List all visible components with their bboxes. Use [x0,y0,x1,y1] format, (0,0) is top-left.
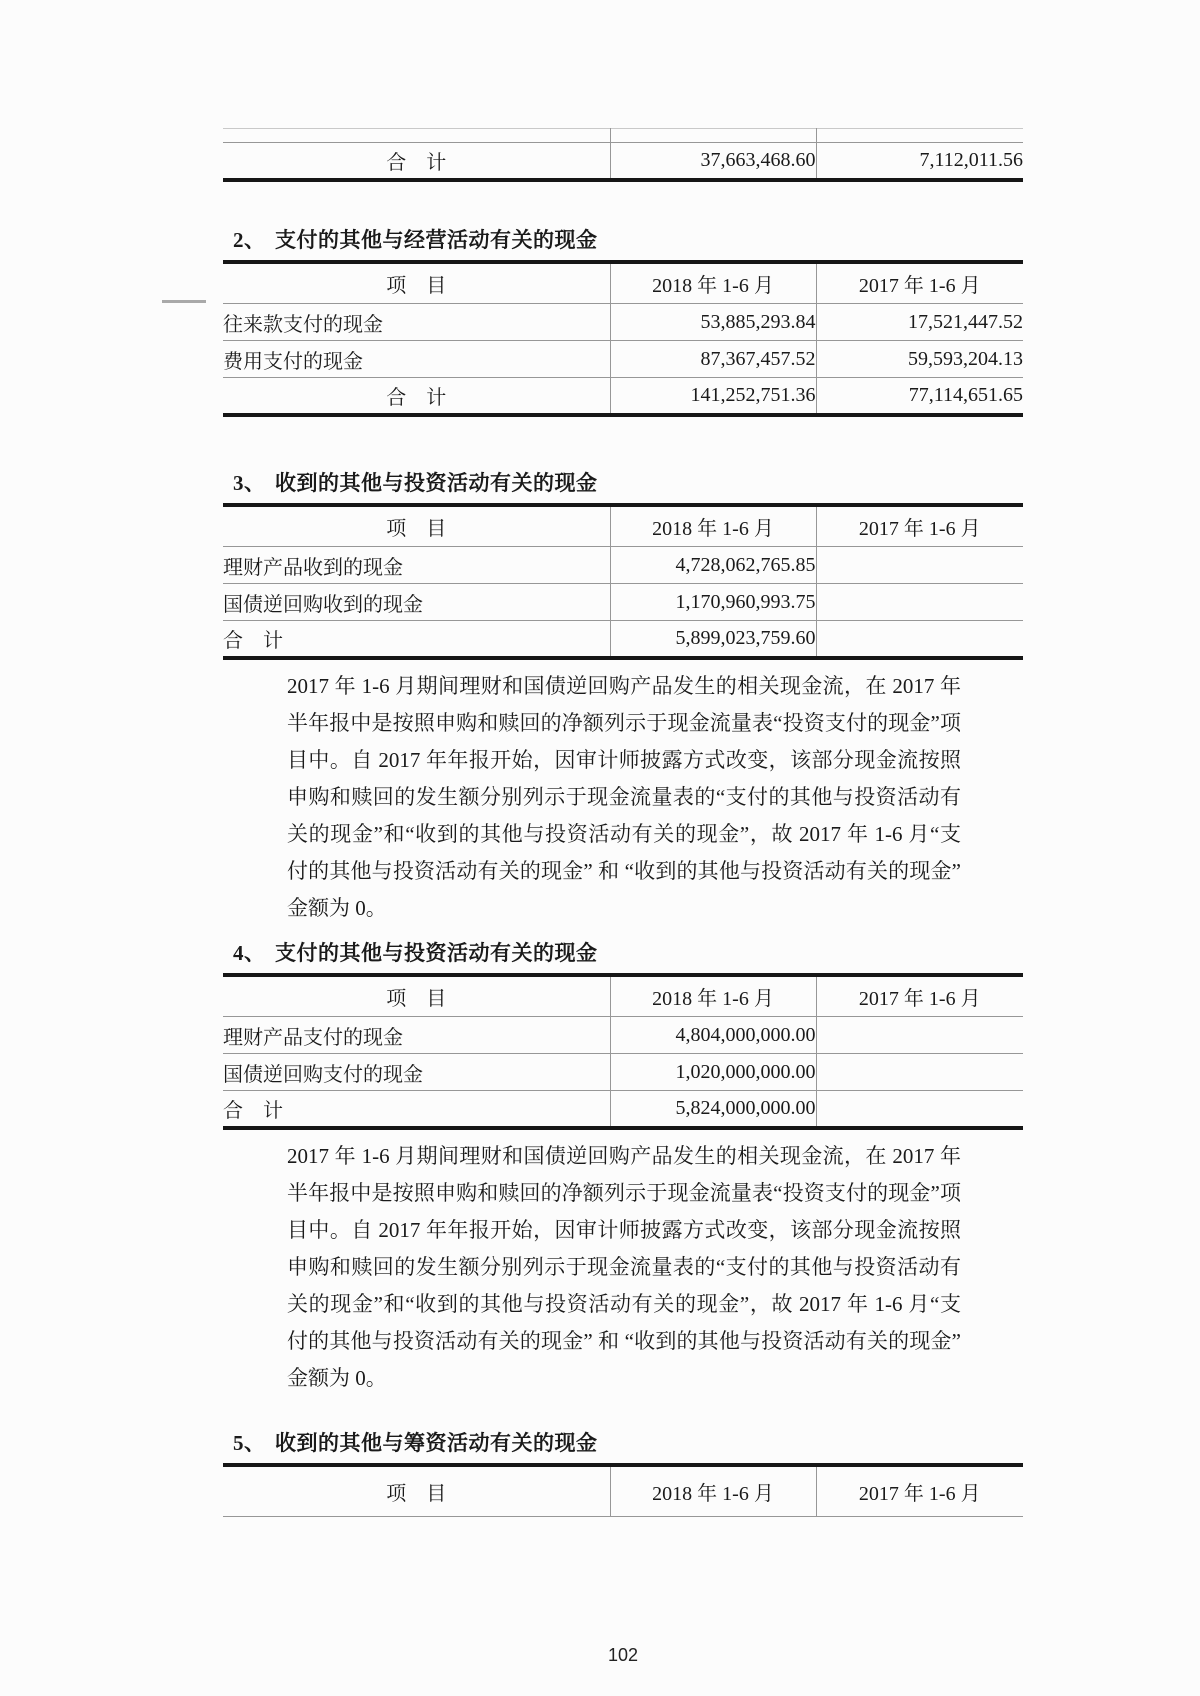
table-header-row [223,1465,1023,1517]
section-4-table [223,973,1023,1130]
table-total-row [223,621,1023,658]
section-title: 收到的其他与筹资活动有关的现金 [275,1430,598,1455]
section-3-table [223,503,1023,660]
total-value-2017: 7,112,011.56 [919,148,1023,171]
row-label: 费用支付的现金 [223,341,610,378]
header-item: 项 目 [223,505,610,547]
table-row [223,1054,1023,1091]
row-label: 往来款支付的现金 [223,304,610,341]
header-2017: 2017 年 1-6 月 [858,987,981,1010]
section-title: 收到的其他与投资活动有关的现金 [275,470,598,495]
section-number: 5、 [233,1430,266,1455]
empty-cell [223,129,610,143]
page-content [223,0,1023,1666]
section-2-table [223,260,1023,417]
section-number: 3、 [233,470,266,495]
carryover-total-table [223,128,1023,182]
row-value-2017 [816,1054,1023,1091]
row-value-2018: 1,020,000,000.00 [610,1054,816,1091]
row-value-2018: 4,728,062,765.85 [610,547,816,584]
row-value-2017 [816,1017,1023,1054]
table-total-row [223,378,1023,415]
total-value-2018: 5,824,000,000.00 [610,1091,816,1128]
header-item: 项 目 [223,262,610,304]
total-label: 合 计 [223,1091,610,1128]
section-title: 支付的其他与投资活动有关的现金 [275,940,598,965]
row-value-2017 [816,584,1023,621]
table-header-row [223,262,1023,304]
total-label: 合 计 [223,378,610,415]
total-value-2017 [816,621,1023,658]
section-3-heading [223,467,1023,497]
row-label: 理财产品收到的现金 [223,547,610,584]
total-value-2018: 37,663,468.60 [610,143,816,180]
margin-change-mark [162,300,206,303]
total-label: 合 计 [223,621,610,658]
row-value-2017: 59,593,204.13 [908,347,1023,370]
header-2017: 2017 年 1-6 月 [858,1482,981,1505]
total-value-2018: 141,252,751.36 [610,378,816,415]
table-row [223,304,1023,341]
header-item: 项 目 [223,1465,610,1517]
section-5-table [223,1463,1023,1518]
section-number: 4、 [233,940,266,965]
row-label: 国债逆回购支付的现金 [223,1054,610,1091]
section-number: 2、 [233,227,266,252]
header-2018: 2018 年 1-6 月 [610,262,816,304]
row-value-2018: 87,367,457.52 [610,341,816,378]
header-2018: 2018 年 1-6 月 [610,975,816,1017]
page-number: 102 [607,1645,639,1665]
section-5-heading [223,1427,1023,1457]
row-value-2017 [816,547,1023,584]
header-2017: 2017 年 1-6 月 [858,517,981,540]
table-header-row [223,975,1023,1017]
row-value-2018: 53,885,293.84 [610,304,816,341]
row-label: 理财产品支付的现金 [223,1017,610,1054]
total-value-2017 [816,1091,1023,1128]
row-value-2017: 17,521,447.52 [908,310,1023,333]
header-2018: 2018 年 1-6 月 [610,505,816,547]
table-row [223,547,1023,584]
table-row [223,584,1023,621]
row-value-2018: 4,804,000,000.00 [610,1017,816,1054]
total-value-2017: 77,114,651.65 [908,383,1023,406]
table-total-row [223,1091,1023,1128]
table-total-row [223,143,1023,180]
section-4-note: 2017 年 1-6 月期间理财和国债逆回购产品发生的相关现金流，在 2017 年半年报中是按照申购和赎回的净额列示于现金流量表“投资支付的现金”项目中。自 2017 年年报开始，因审计师披露方式改变，该部分现金流按照申购和赎回的发生额分别列示于现金流量表的“支付的其他与投资活动有关的现金”和“收到的其他与投资活动有关的现金”，故 2017 年 1-6 月“支付的其他与投资活动有关的现金” 和 “收到的其他与投资活动有关的现金” 金额为 0。 [287,1143,961,1390]
header-item: 项 目 [223,975,610,1017]
total-label: 合 计 [223,143,610,180]
row-label: 国债逆回购收到的现金 [223,584,610,621]
empty-cell [816,129,1023,143]
header-2017: 2017 年 1-6 月 [858,274,981,297]
table-header-row [223,505,1023,547]
section-3-note: 2017 年 1-6 月期间理财和国债逆回购产品发生的相关现金流，在 2017 年半年报中是按照申购和赎回的净额列示于现金流量表“投资支付的现金”项目中。自 2017 年年报开始，因审计师披露方式改变，该部分现金流按照申购和赎回的发生额分别列示于现金流量表的“支付的其他与投资活动有关的现金”和“收到的其他与投资活动有关的现金”，故 2017 年 1-6 月“支付的其他与投资活动有关的现金” 和 “收到的其他与投资活动有关的现金” 金额为 0。 [287,673,961,920]
table-row-sliver [223,129,1023,143]
table-row [223,341,1023,378]
empty-cell [610,129,816,143]
total-value-2018: 5,899,023,759.60 [610,621,816,658]
table-row [223,1017,1023,1054]
row-value-2018: 1,170,960,993.75 [610,584,816,621]
section-title: 支付的其他与经营活动有关的现金 [275,227,598,252]
section-4-heading [223,937,1023,967]
header-2018: 2018 年 1-6 月 [610,1465,816,1517]
section-2-heading [223,224,1023,254]
